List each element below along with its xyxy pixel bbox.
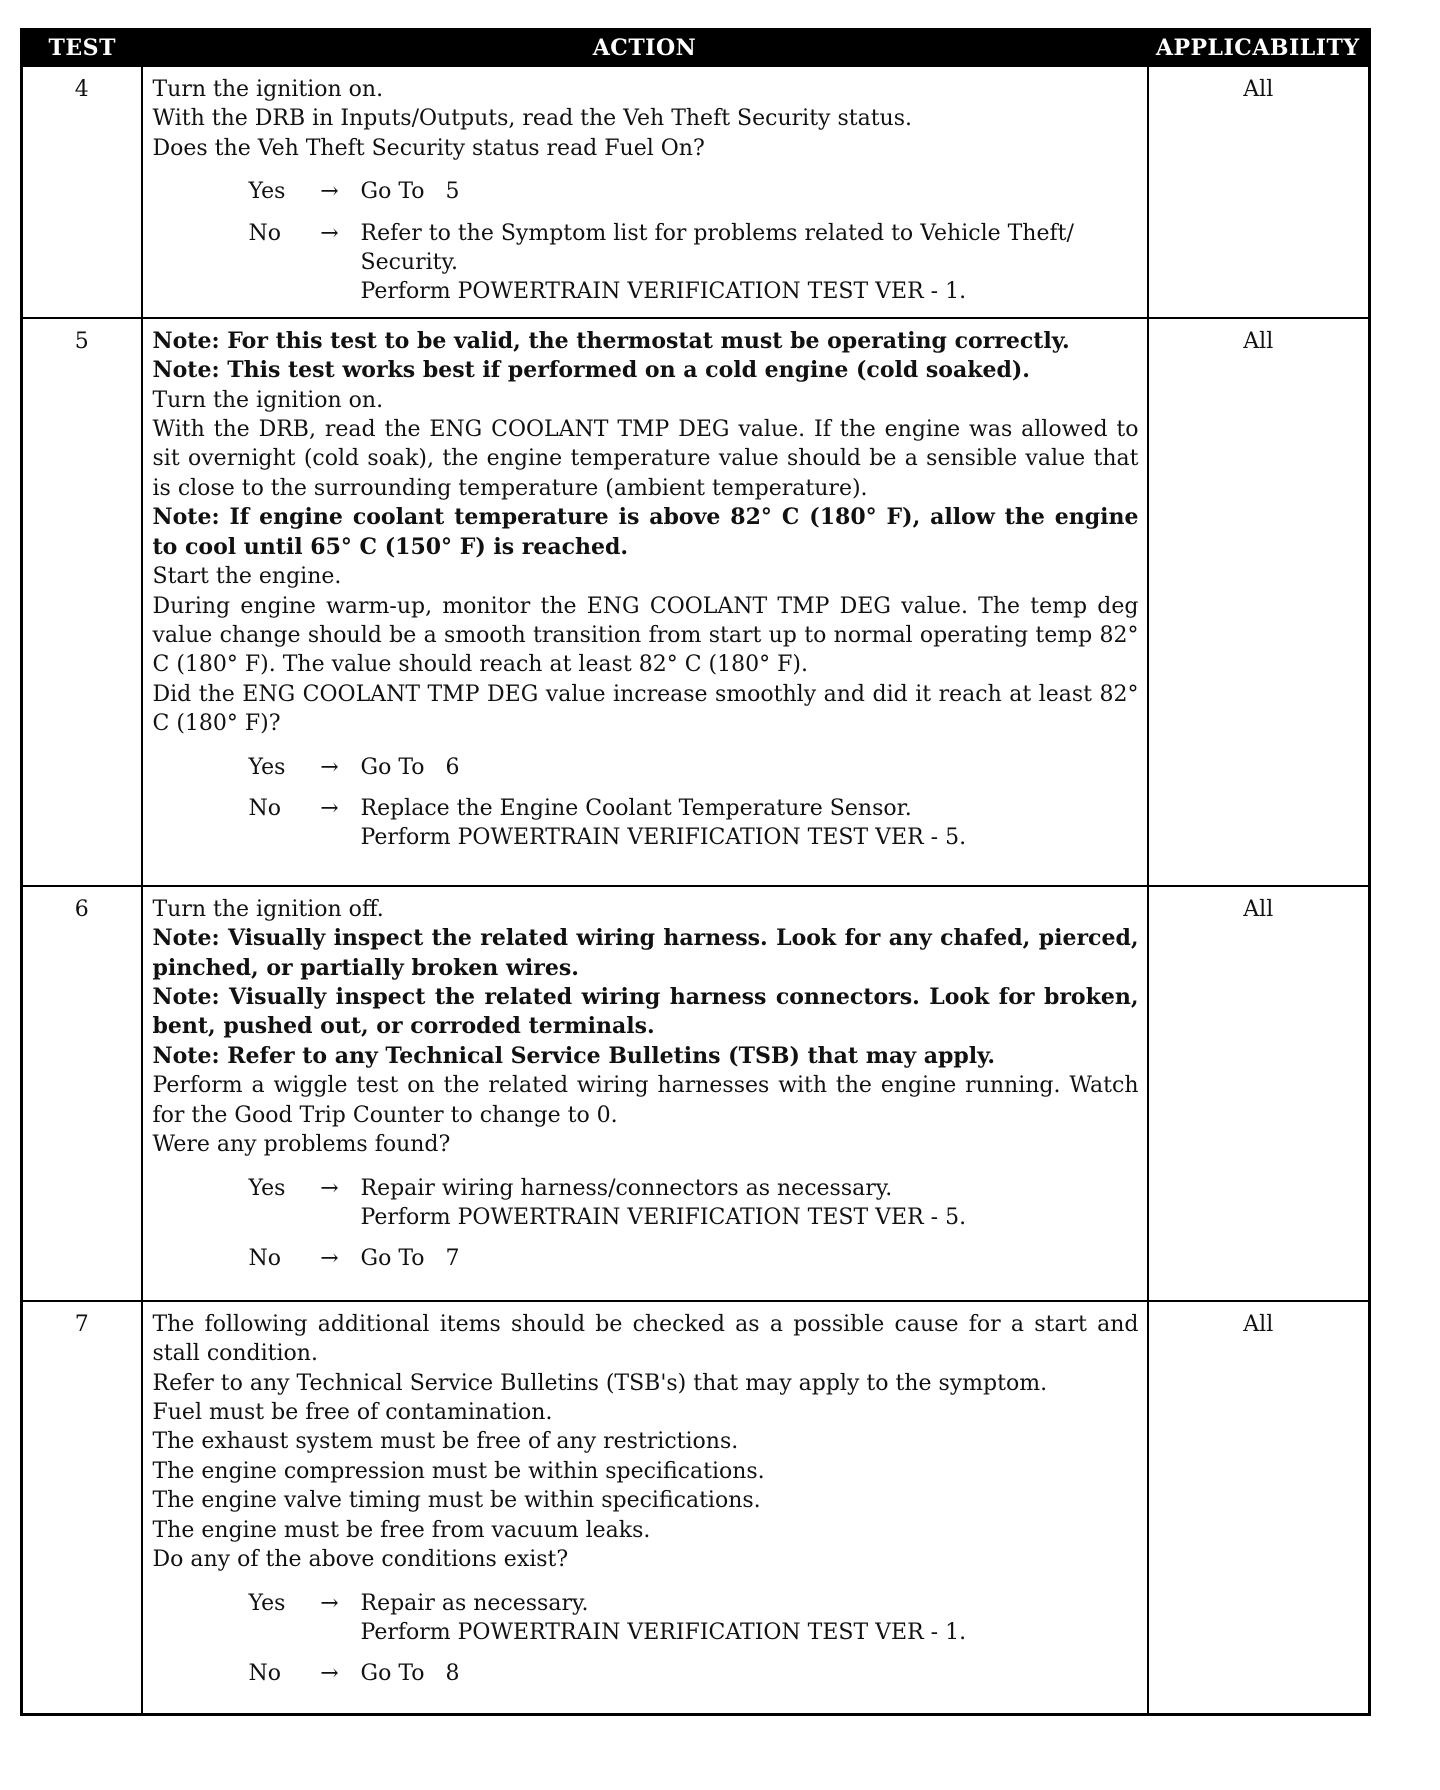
note-line: Note: Visually inspect the related wiring harness. Look for any chafed, pierced, pinched, or partially broken wires.: [152, 925, 1139, 981]
action-line: Were any problems found?: [152, 1132, 451, 1158]
answer-result: [357, 1174, 1139, 1233]
test-applicability: All: [1148, 318, 1370, 886]
result-line: Perform POWERTRAIN VERIFICATION TEST VER - 5.: [360, 825, 967, 851]
test-row-6: [22, 886, 1370, 1301]
result-line: Perform POWERTRAIN VERIFICATION TEST VER - 1.: [360, 1619, 967, 1645]
action-line: Turn the ignition on.: [152, 387, 384, 413]
answer-label: No: [248, 795, 281, 821]
table-header: [22, 30, 1370, 67]
answer-no: [249, 1659, 1139, 1688]
test-action: [142, 66, 1148, 318]
answer-result: [357, 1659, 1139, 1688]
answer-result: [357, 753, 1139, 782]
answer-label: Yes: [248, 179, 286, 205]
answer-label: Yes: [248, 1175, 286, 1201]
test-row-4: [22, 66, 1370, 318]
arrow-right-icon: →: [320, 1661, 339, 1687]
result-line: Refer to the Symptom list for problems related to Vehicle Theft/ Security.: [360, 220, 1074, 276]
diagnostic-test-table: [20, 28, 1371, 1716]
note-line: Note: This test works best if performed on a cold engine (cold soaked).: [152, 357, 1030, 384]
answer-yes: [249, 1174, 1139, 1233]
action-line: The engine compression must be within specifications.: [152, 1458, 765, 1484]
test-action: [142, 1301, 1148, 1715]
test-number: 7: [22, 1301, 142, 1715]
test-number: 6: [22, 886, 142, 1301]
answer-yes: [249, 177, 1139, 206]
test-applicability: All: [1148, 66, 1370, 318]
result-line: Go To 7: [360, 1246, 460, 1272]
answer-block: [153, 177, 1139, 307]
result-line: Perform POWERTRAIN VERIFICATION TEST VER - 5.: [360, 1204, 967, 1230]
action-line: During engine warm-up, monitor the ENG COOLANT TMP DEG value. The temp deg value change should be a smooth transition from start up to normal operating temp 82° C (180° F). The value should reach at least 82° C (180° F).: [152, 593, 1139, 678]
action-line: Refer to any Technical Service Bulletins (TSB's) that may apply to the symptom.: [152, 1370, 1048, 1396]
answer-result: [357, 219, 1139, 307]
test-number: 4: [22, 66, 142, 318]
header-action: ACTION: [142, 30, 1148, 67]
note-line: Note: For this test to be valid, the thermostat must be operating correctly.: [152, 327, 1070, 354]
test-action: [142, 886, 1148, 1301]
arrow-right-icon: →: [320, 179, 339, 205]
answer-result: [357, 1244, 1139, 1273]
arrow-right-icon: →: [320, 1175, 339, 1201]
arrow-right-icon: →: [320, 1590, 339, 1616]
answer-block: [153, 753, 1139, 853]
header-test: TEST: [22, 30, 142, 67]
answer-label: No: [248, 220, 281, 246]
answer-block: [153, 1589, 1139, 1689]
arrow-right-icon: →: [320, 795, 339, 821]
result-line: Go To 8: [360, 1661, 460, 1687]
arrow-right-icon: →: [320, 220, 339, 246]
result-line: Replace the Engine Coolant Temperature Sensor.: [360, 795, 912, 821]
action-line: Turn the ignition on.: [152, 77, 384, 102]
answer-yes: [249, 753, 1139, 782]
action-line: Does the Veh Theft Security status read Fuel On?: [152, 135, 705, 161]
diagnostic-procedure-page: [20, 28, 1368, 1716]
note-line: Note: If engine coolant temperature is above 82° C (180° F), allow the engine to cool until 65° C (150° F) is reached.: [152, 504, 1139, 560]
arrow-right-icon: →: [320, 1246, 339, 1272]
answer-result: [357, 177, 1139, 206]
action-line: The engine valve timing must be within specifications.: [152, 1488, 761, 1514]
test-number: 5: [22, 318, 142, 886]
action-line: Do any of the above conditions exist?: [152, 1547, 569, 1573]
result-line: Go To 5: [360, 179, 460, 205]
note-line: Note: Visually inspect the related wiring harness connectors. Look for broken, bent, pushed out, or corroded terminals.: [152, 984, 1139, 1040]
action-line: The exhaust system must be free of any restrictions.: [152, 1429, 739, 1455]
answer-label: Yes: [248, 754, 286, 780]
arrow-right-icon: →: [320, 754, 339, 780]
result-line: Repair as necessary.: [360, 1590, 589, 1616]
answer-no: [249, 219, 1139, 307]
action-line: Turn the ignition off.: [152, 896, 384, 922]
answer-label: No: [248, 1661, 281, 1687]
action-line: With the DRB, read the ENG COOLANT TMP DEG value. If the engine was allowed to sit overnight (cold soak), the engine temperature value should be a sensible value that is close to the surrounding temperature (ambient temperature).: [152, 417, 1139, 501]
answer-result: [357, 1589, 1139, 1648]
answer-block: [153, 1174, 1139, 1274]
test-applicability: All: [1148, 886, 1370, 1301]
answer-no: [249, 794, 1139, 853]
action-line: Perform a wiggle test on the related wiring harnesses with the engine running. Watch for the Good Trip Counter to change to 0.: [152, 1073, 1139, 1128]
action-line: Fuel must be free of contamination.: [152, 1400, 553, 1426]
header-applicability: APPLICABILITY: [1148, 30, 1370, 67]
answer-label: No: [248, 1246, 281, 1272]
result-line: Perform POWERTRAIN VERIFICATION TEST VER - 1.: [360, 279, 967, 305]
action-line: Start the engine.: [152, 564, 342, 590]
action-line: Did the ENG COOLANT TMP DEG value increase smoothly and did it reach at least 82° C (180° F)?: [152, 681, 1139, 737]
answer-label: Yes: [248, 1590, 286, 1616]
test-row-5: [22, 318, 1370, 886]
action-line: The following additional items should be checked as a possible cause for a start and stall condition.: [152, 1311, 1139, 1367]
test-applicability: All: [1148, 1301, 1370, 1715]
note-line: Note: Refer to any Technical Service Bulletins (TSB) that may apply.: [152, 1042, 996, 1069]
answer-yes: [249, 1589, 1139, 1648]
action-line: With the DRB in Inputs/Outputs, read the Veh Theft Security status.: [152, 106, 912, 132]
result-line: Go To 6: [360, 754, 460, 780]
answer-result: [357, 794, 1139, 853]
test-action: [142, 318, 1148, 886]
result-line: Repair wiring harness/connectors as necessary.: [360, 1175, 893, 1201]
test-row-7: [22, 1301, 1370, 1715]
answer-no: [249, 1244, 1139, 1273]
action-line: The engine must be free from vacuum leaks.: [152, 1517, 651, 1543]
